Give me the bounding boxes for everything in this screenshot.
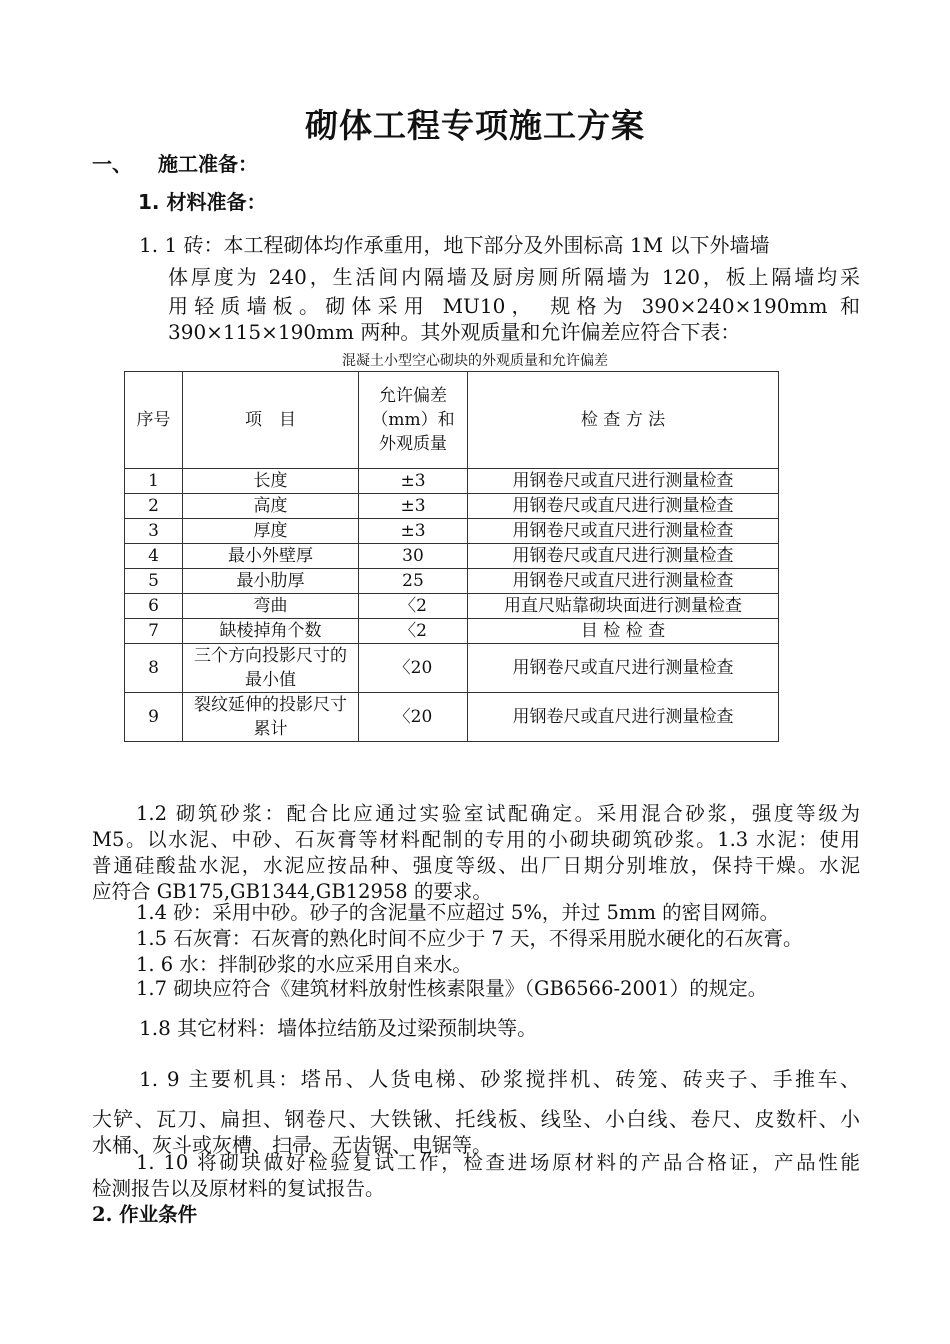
table-row (125, 693, 779, 742)
table-row (125, 519, 779, 544)
cell-item: 弯曲 (183, 594, 359, 619)
cell-tolerance: 25 (359, 569, 468, 594)
text-line: 390×115×190mm 两种。其外观质量和允许偏差应符合下表： (168, 320, 741, 344)
paragraph-1-4-sand: 1.4 砂：采用中砂。砂子的含泥量不应超过 5%，并过 5mm 的密目网筛。 (136, 901, 780, 924)
header-tolerance: 允许偏差（mm）和外观质量 (359, 372, 468, 469)
cell-tolerance: 〈2 (359, 619, 468, 644)
cell-tolerance: ±3 (359, 494, 468, 519)
header-method: 检 查 方 法 (468, 372, 779, 469)
paragraph-1-10-inspection (92, 1150, 860, 1202)
section-heading-1 (92, 148, 258, 177)
text-line: 水桶、灰斗或灰槽、扫帚、无齿锯、电锯等。 (92, 1133, 492, 1157)
cell-tolerance: 〈20 (359, 644, 468, 693)
table-caption: 混凝土小型空心砌块的外观质量和允许偏差 (342, 353, 608, 369)
text-line: 普通硅酸盐水泥，水泥应按品种、强度等级、出厂日期分别堆放，保持干燥。水泥 (92, 854, 860, 877)
table-row (125, 544, 779, 569)
text-line: 用轻质墙板。砌体采用 MU10， 规格为 390×240×190mm 和 (168, 294, 860, 318)
header-no: 序号 (125, 372, 183, 469)
section-label: 施工准备： (158, 152, 258, 176)
cell-method: 用钢卷尺或直尺进行测量检查 (468, 519, 779, 544)
cell-no: 9 (125, 693, 183, 742)
table-row (125, 469, 779, 494)
cell-method: 用钢卷尺或直尺进行测量检查 (468, 569, 779, 594)
text-line: 1.2 砌筑砂浆：配合比应通过实验室试配确定。采用混合砂浆，强度等级为 (136, 802, 860, 825)
table-row (125, 619, 779, 644)
text-line: 1. 1 砖：本工程砌体均作承重用，地下部分及外围标高 1M 以下外墙墙 (139, 233, 770, 257)
page-title: 砌体工程专项施工方案 (305, 106, 645, 145)
paragraph-1-2-mortar (92, 801, 860, 905)
text-line: M5。以水泥、中砂、石灰膏等材料配制的专用的小砌块砌筑砂浆。1.3 水泥：使用 (92, 828, 860, 851)
cell-method: 用钢卷尺或直尺进行测量检查 (468, 494, 779, 519)
table-row (125, 644, 779, 693)
cell-method: 用钢卷尺或直尺进行测量检查 (468, 544, 779, 569)
cell-item: 裂纹延伸的投影尺寸累计 (183, 693, 359, 742)
cell-method: 用钢卷尺或直尺进行测量检查 (468, 644, 779, 693)
cell-tolerance: ±3 (359, 519, 468, 544)
cell-no: 1 (125, 469, 183, 494)
section-number: 一、 (92, 152, 132, 176)
text-line: 大铲、瓦刀、扁担、钢卷尺、大铁锹、托线板、线坠、小白线、卷尺、皮数杆、小 (92, 1107, 860, 1131)
table-row (125, 569, 779, 594)
cell-item: 长度 (183, 469, 359, 494)
text-line: 体厚度为 240，生活间内隔墙及厨房厕所隔墙为 120，板上隔墙均采 (168, 265, 860, 289)
cell-tolerance: ±3 (359, 469, 468, 494)
cell-method: 用钢卷尺或直尺进行测量检查 (468, 469, 779, 494)
cell-tolerance: 30 (359, 544, 468, 569)
cell-method: 用钢卷尺或直尺进行测量检查 (468, 693, 779, 742)
cell-no: 4 (125, 544, 183, 569)
cell-item: 厚度 (183, 519, 359, 544)
table-row (125, 494, 779, 519)
table-header-row (125, 372, 779, 469)
quality-tolerance-table (124, 371, 779, 742)
text-line: 1. 9 主要机具：塔吊、人货电梯、砂浆搅拌机、砖笼、砖夹子、手推车、 (139, 1067, 860, 1091)
paragraph-1-8-other: 1.8 其它材料：墙体拉结筋及过梁预制块等。 (139, 1016, 538, 1040)
cell-no: 5 (125, 569, 183, 594)
paragraph-1-7-block: 1.7 砌块应符合《建筑材料放射性核素限量》（GB6566-2001）的规定。 (136, 977, 768, 1000)
cell-no: 2 (125, 494, 183, 519)
cell-method: 用直尺贴靠砌块面进行测量检查 (468, 594, 779, 619)
header-item: 项 目 (183, 372, 359, 469)
subsection-heading-materials: 1. 材料准备： (138, 190, 267, 214)
table-row (125, 594, 779, 619)
text-line: 1. 10 将砌块做好检验复试工作，检查进场原材料的产品合格证，产品性能 (136, 1151, 860, 1174)
text-line: 检测报告以及原材料的复试报告。 (92, 1177, 385, 1200)
cell-item: 三个方向投影尺寸的最小值 (183, 644, 359, 693)
subsection-heading-work-conditions: 2. 作业条件 (92, 1203, 198, 1226)
cell-method: 目 检 检 查 (468, 619, 779, 644)
cell-item: 缺棱掉角个数 (183, 619, 359, 644)
paragraph-1-9-tools (92, 1062, 860, 1158)
cell-item: 最小肋厚 (183, 569, 359, 594)
text-line: 应符合 GB175,GB1344,GB12958 的要求。 (92, 880, 492, 903)
cell-item: 最小外壁厚 (183, 544, 359, 569)
cell-no: 6 (125, 594, 183, 619)
paragraph-1-5-lime: 1.5 石灰膏：石灰膏的熟化时间不应少于 7 天，不得采用脱水硬化的石灰膏。 (136, 927, 803, 950)
cell-tolerance: 〈2 (359, 594, 468, 619)
cell-tolerance: 〈20 (359, 693, 468, 742)
paragraph-1-1-brick (92, 229, 860, 345)
cell-no: 3 (125, 519, 183, 544)
cell-no: 8 (125, 644, 183, 693)
cell-no: 7 (125, 619, 183, 644)
cell-item: 高度 (183, 494, 359, 519)
paragraph-1-6-water: 1. 6 水：拌制砂浆的水应采用自来水。 (136, 953, 472, 976)
